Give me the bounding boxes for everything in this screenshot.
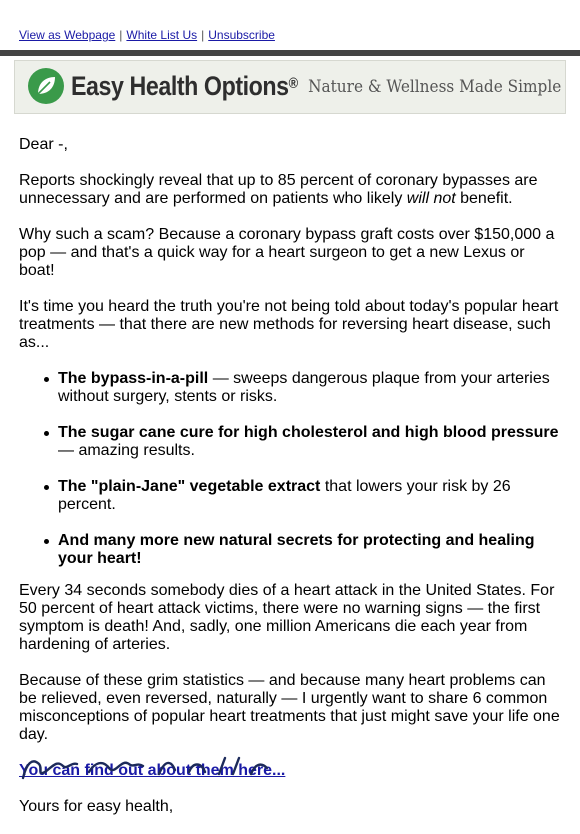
bullet-icon [44, 377, 49, 382]
bullet-icon [44, 485, 49, 490]
header-divider-bar [0, 50, 580, 56]
list-item: And many more new natural secrets for protecting and healing your heart! [58, 532, 564, 568]
top-nav [19, 28, 275, 42]
paragraph-intro: Reports shockingly reveal that up to 85 percent of coronary bypasses are unnecessary and are performed on patients who likely will not benefit. [19, 172, 538, 207]
find-out-link[interactable]: You can find out about them here... [19, 762, 286, 779]
list-item: The sugar cane cure for high cholesterol and high blood pressure — amazing results. [58, 424, 564, 460]
view-as-webpage-link[interactable]: View as Webpage [19, 28, 116, 42]
white-list-link[interactable]: White List Us [126, 28, 198, 42]
list-item: The "plain-Jane" vegetable extract that lowers your risk by 26 percent. [58, 478, 564, 514]
paragraph-misconceptions: Because of these grim statistics — and because many heart problems can be relieved, even reversed, naturally — I urgently want to share 6 common misconceptions of popular heart treatments that just might save your life one day. [19, 672, 560, 743]
bullet-icon [44, 539, 49, 544]
emphasis-will-not: will not [406, 190, 456, 207]
signature-image [19, 752, 279, 782]
list-item: The bypass-in-a-pill — sweeps dangerous plaque from your arteries without surgery, stents or risks. [58, 370, 564, 406]
leaf-logo-icon [27, 67, 65, 105]
registered-mark: ® [288, 75, 298, 92]
paragraph-statistics: Every 34 seconds somebody dies of a heart attack in the United States. For 50 percent of heart attack victims, there were no warning signs — the first symptom is death! And, sadly, one million Americans die each year from hardening of arteries. [19, 582, 555, 653]
brand-tagline: Nature & Wellness Made Simple [307, 77, 561, 97]
brand-banner[interactable] [14, 60, 566, 114]
signoff: Yours for easy health, [19, 798, 174, 815]
paragraph-scam: Why such a scam? Because a coronary bypass graft costs over $150,000 a pop — and that's a quick way for a heart surgeon to get a new Lexus or boat! [19, 226, 555, 279]
treatment-list [58, 370, 564, 568]
nav-separator: | [201, 28, 205, 42]
brand-name: Easy Health Options® [71, 71, 298, 101]
paragraph-truth: It's time you heard the truth you're not being told about today's popular heart treatments — that there are new methods for reversing heart disease, such as... [19, 298, 559, 351]
greeting: Dear -, [19, 136, 68, 153]
bullet-icon [44, 431, 49, 436]
nav-separator: | [119, 28, 123, 42]
email-body [19, 136, 564, 834]
unsubscribe-link[interactable]: Unsubscribe [208, 28, 275, 42]
